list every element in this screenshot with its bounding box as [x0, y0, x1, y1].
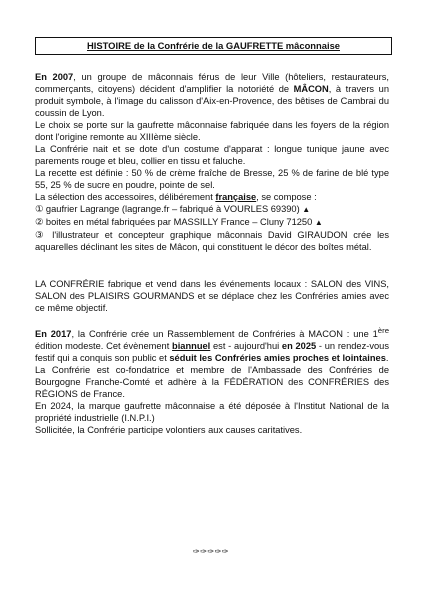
city-macon: MÂCON	[293, 84, 329, 94]
document-body	[35, 71, 389, 436]
word-biannuel: biannuel	[172, 341, 211, 352]
paragraph-events: LA CONFRÉRIE fabrique et vend dans les événements locaux : SALON des VINS, SALON des PLAISIRS GOURMANDS et se déplace chez les Confréries amies avec ce même objectif.	[35, 279, 389, 313]
paragraph-caritative: Sollicitée, la Confrérie participe volontiers aux causes caritatives.	[35, 425, 303, 436]
number-2-icon: ②	[35, 217, 44, 227]
paragraph-inpi: En 2024, la marque gaufrette mâconnaise a été déposée à l'Institut National de la propriété industrielle (I.N.P.I.)	[35, 401, 389, 424]
page-title: HISTOIRE de la Confrérie de la GAUFRETTE mâconnaise	[86, 40, 340, 51]
triangle-icon: ▲	[302, 205, 311, 214]
paragraph-recipe: La recette est définie : 50 % de crème fraîche de Bresse, 25 % de farine de blé type 55, 25 % de sucre en poudre, pointe de sel.	[35, 168, 389, 190]
list-item-3: ③ l'illustrateur et concepteur graphique mâconnais David GIRAUDON crée les aquarelles déclinant les sites de Mâcon, qui constituent le décor des boîtes métal.	[35, 230, 389, 252]
word-francaise: française	[215, 192, 257, 202]
paragraph-2017: En 2017, la Confrérie crée un Rassemblement de Confréries à MACON : une 1ère édition modeste. Cet évènement biannuel est - aujourd'hui en 2025 - un rendez-vous festif qui a conquis son public et séduit les Confréries amies proches et lointaines.	[35, 326, 389, 364]
year-2017: En 2017	[35, 329, 72, 340]
year-2025: en 2025	[281, 341, 317, 352]
paragraph-ambassade: La Confrérie est co-fondatrice et membre de l'Ambassade des Confréries de Bourgogne Franche-Comté et adhère à la FÉDÉRATION des CONFRÉRIES des RÉGIONS de France.	[35, 365, 389, 400]
paragraph-2007: En 2007, un groupe de mâconnais férus de leur Ville (hôteliers, restaurateurs, commerçants, citoyens) décident d'amplifier la notoriété de MÂCON, à travers un produit symbole, à l'image du calisson d'Aix-en-Provence, des bêtises de Cambrai du coussin de Lyon.	[35, 72, 389, 118]
year-2007: En 2007	[35, 72, 74, 82]
goal-text: séduit les Confréries amies proches et lointaines	[169, 353, 386, 364]
number-3-icon: ③	[35, 230, 47, 240]
list-item-1: ① gaufrier Lagrange (lagrange.fr – fabriqué à VOURLES 69390) ▲	[35, 204, 311, 214]
paragraph-costume: La Confrérie nait et se dote d'un costume d'apparat : longue tunique jaune avec parements rouge et bleu, collier en tissu et faluche.	[35, 144, 389, 166]
ornament-divider: ✑✑✑✑✑	[192, 547, 229, 556]
paragraph-accessories: La sélection des accessoires, délibérement française, se compose :	[35, 192, 317, 202]
triangle-icon: ▲	[314, 218, 323, 227]
paragraph-choice: Le choix se porte sur la gaufrette mâconnaise fabriquée dans les foyers de la région dont l'origine remonte au XIIIème siècle.	[35, 120, 389, 142]
list-item-2: ② boites en métal fabriquées par MASSILLY France – Cluny 71250 ▲	[35, 217, 323, 227]
title-box	[35, 37, 392, 55]
number-1-icon: ①	[35, 204, 44, 214]
